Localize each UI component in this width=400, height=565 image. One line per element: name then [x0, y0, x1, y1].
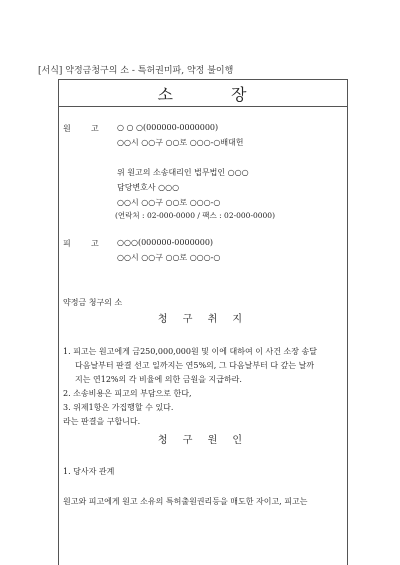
document-title — [59, 80, 347, 107]
claim-line-4: 2. 소송비용은 피고의 부담으로 한다, — [63, 389, 192, 398]
title-char-left: 소 — [157, 84, 175, 104]
claim-line-6: 라는 판결을 구합니다. — [63, 417, 141, 426]
claim-line-5: 3. 위제1항은 가집행할 수 있다. — [63, 403, 174, 412]
cause-heading: 청 구 원 인 — [157, 435, 249, 446]
claim-line-2: 다음날부터 판결 선고 일까지는 연5%의, 그 다음날부터 다 갚는 날까 — [75, 361, 315, 370]
plaintiff-label-a: 원 — [63, 124, 71, 133]
form-header: [서식] 약정금청구의 소 - 특허권미파, 약정 불이행 — [38, 66, 234, 76]
case-name: 약정금 청구의 소 — [63, 298, 123, 307]
counsel-line-2: 담당변호사 ○○○ — [117, 183, 180, 192]
claim-line-1: 1. 피고는 원고에게 금250,000,000원 및 이에 대하여 이 사건 소장 송달 — [63, 347, 317, 356]
counsel-line-3: ○○시 ○○구 ○○로 ○○○-○ — [117, 198, 221, 207]
plaintiff-address: ○○시 ○○구 ○○로 ○○○-○배대헌 — [117, 138, 244, 147]
title-char-right: 장 — [231, 84, 249, 104]
defendant-name: ○○○(000000-0000000) — [117, 238, 214, 247]
document-frame — [58, 79, 348, 565]
defendant-address: ○○시 ○○구 ○○로 ○○○-○ — [117, 253, 221, 262]
plaintiff-name: ○ ○ ○(000000-0000000) — [117, 123, 219, 132]
plaintiff-label-b: 고 — [91, 124, 99, 133]
counsel-contact: (연락처 : 02-000-0000 / 팩스 : 02-000-0000) — [115, 211, 275, 220]
defendant-label-a: 피 — [63, 239, 71, 248]
section-1-heading: 1. 당사자 관계 — [63, 467, 115, 476]
defendant-label-b: 고 — [91, 239, 99, 248]
claim-line-3: 지는 연12%의 각 비율에 의한 금원을 지급하라. — [75, 375, 242, 384]
counsel-line-1: 위 원고의 소송대리인 법무법인 ○○○ — [117, 168, 249, 177]
cause-paragraph-1: 원고와 피고에게 원고 소유의 특허출원권리등을 매도한 자이고, 피고는 — [63, 497, 308, 506]
claim-heading: 청 구 취 지 — [157, 314, 249, 325]
